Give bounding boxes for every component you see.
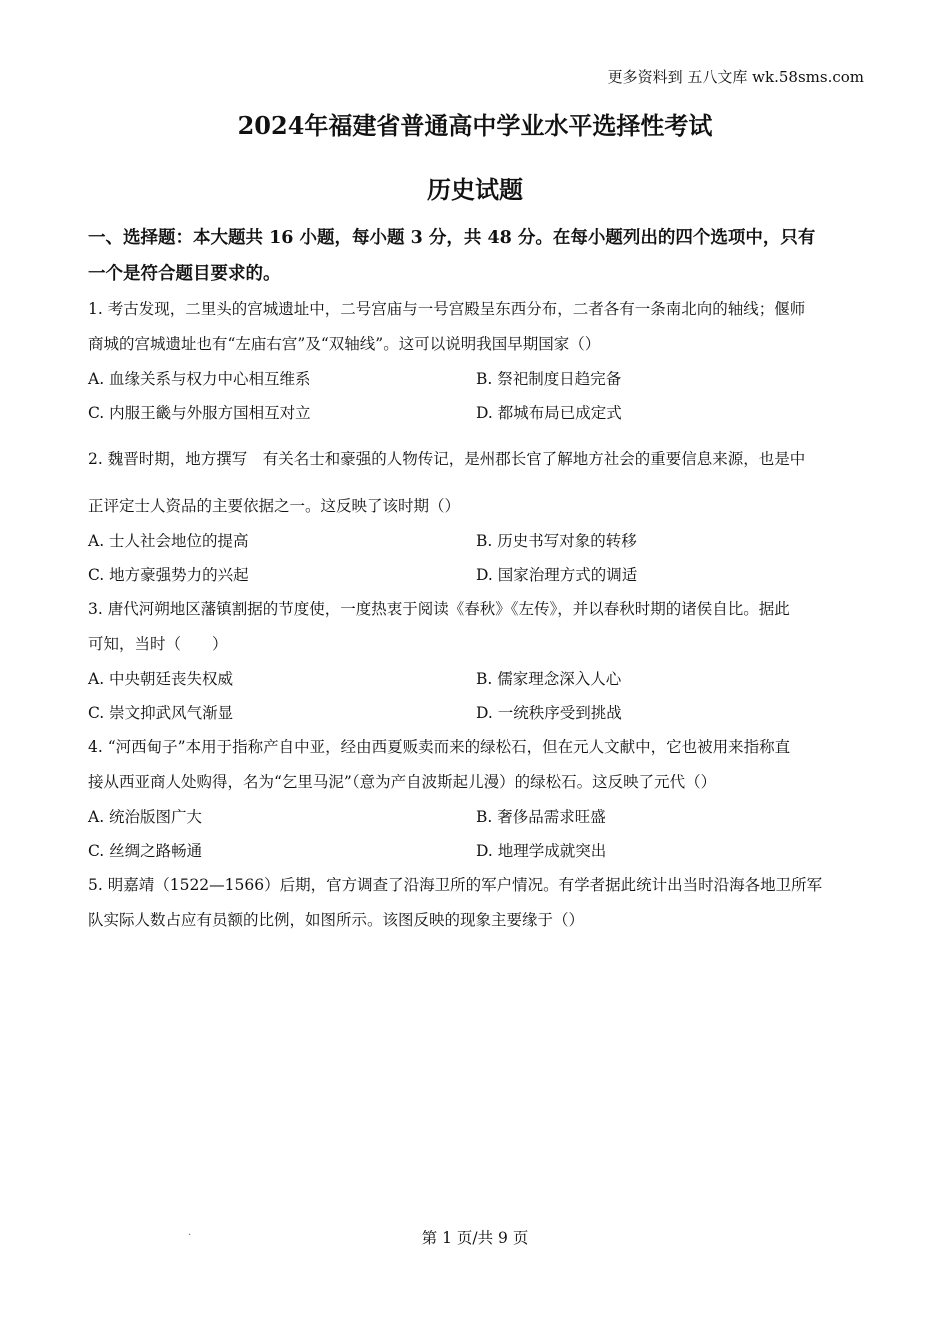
question-4-option-b: B. 奢侈品需求旺盛	[476, 808, 606, 826]
question-2-stem-line1: 2. 魏晋时期，地方撰写 有关名士和豪强的人物传记，是州郡长官了解地方社会的重要信息来源，也是中	[88, 450, 806, 468]
header-note: 更多资料到 五八文库 wk.58sms.com	[607, 68, 864, 86]
question-1-option-c: C. 内服王畿与外服方国相互对立	[88, 404, 311, 422]
question-4	[88, 730, 862, 868]
exam-content	[88, 220, 862, 938]
question-1-options	[88, 362, 862, 430]
question-3-stem-line1: 3. 唐代河朔地区藩镇割据的节度使，一度热衷于阅读《春秋》《左传》，并以春秋时期的诸侯自比。据此	[88, 600, 790, 618]
question-2-stem-line2: 正评定士人资品的主要依据之一。这反映了该时期（）	[88, 497, 461, 515]
exam-title: 2024年福建省普通高中学业水平选择性考试	[237, 111, 713, 140]
question-3-option-a: A. 中央朝廷丧失权威	[88, 670, 234, 688]
question-1-stem-line1: 1. 考古发现，二里头的宫城遗址中，二号宫庙与一号宫殿呈东西分布，二者各有一条南北向的轴线；偃师	[88, 300, 806, 318]
question-4-options	[88, 800, 862, 868]
question-4-stem-line2: 接从西亚商人处购得，名为“乞里马泥”（意为产自波斯起儿漫）的绿松石。这反映了元代（）	[88, 773, 717, 791]
question-3-options	[88, 662, 862, 730]
section-heading	[88, 220, 862, 292]
question-2-option-a: A. 士人社会地位的提高	[88, 532, 249, 550]
question-4-stem-line1: 4. “河西甸子”本用于指称产自中亚，经由西夏贩卖而来的绿松石，但在元人文献中，它也被用来指称直	[88, 738, 791, 756]
question-1-stem-line2: 商城的宫城遗址也有“左庙右宫”及“双轴线”。这可以说明我国早期国家（）	[88, 335, 601, 353]
question-4-option-c: C. 丝绸之路畅通	[88, 842, 203, 860]
question-1-option-a: A. 血缘关系与权力中心相互维系	[88, 370, 311, 388]
page-number-footer: 第 1 页/共 9 页	[421, 1229, 529, 1247]
question-2-option-d: D. 国家治理方式的调适	[476, 566, 638, 584]
question-1-option-d: D. 都城布局已成定式	[476, 404, 622, 422]
question-5-stem-line2: 队实际人数占应有员额的比例，如图所示。该图反映的现象主要缘于（）	[88, 911, 585, 929]
question-1	[88, 292, 862, 430]
question-5-stem-line1: 5. 明嘉靖（1522—1566）后期，官方调查了沿海卫所的军户情况。有学者据此统计出当时沿海各地卫所军	[88, 876, 823, 894]
question-3-option-b: B. 儒家理念深入人心	[476, 670, 622, 688]
question-1-option-b: B. 祭祀制度日趋完备	[476, 370, 622, 388]
question-2-option-b: B. 历史书写对象的转移	[476, 532, 637, 550]
section-heading-line1: 一、选择题：本大题共 16 小题，每小题 3 分，共 48 分。在每小题列出的四个选项中，只有	[88, 228, 816, 248]
question-3-stem-line2: 可知，当时（ ）	[88, 635, 228, 653]
question-5	[88, 868, 862, 938]
question-2-option-c: C. 地方豪强势力的兴起	[88, 566, 249, 584]
footer-mark: .	[188, 1227, 192, 1238]
question-3-option-c: C. 崇文抑武风气渐显	[88, 704, 234, 722]
section-heading-line2: 一个是符合题目要求的。	[88, 264, 281, 284]
question-2-options	[88, 524, 862, 592]
question-4-option-a: A. 统治版图广大	[88, 808, 203, 826]
question-3	[88, 592, 862, 730]
question-3-option-d: D. 一统秩序受到挑战	[476, 704, 622, 722]
question-2	[88, 442, 862, 592]
exam-subtitle: 历史试题	[427, 175, 523, 204]
question-4-option-d: D. 地理学成就突出	[476, 842, 607, 860]
